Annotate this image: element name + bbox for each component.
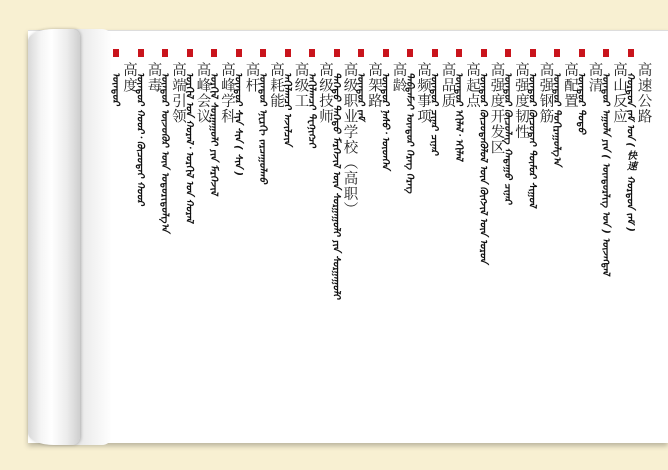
entry-gloss: ᠠᠬᠢᠯᠠᠭᠴᠢ ᠠᠵᠢᠯᠴᠢᠨ xyxy=(281,72,293,146)
entry-column xyxy=(233,62,259,176)
entry-term: 高龄 xyxy=(390,62,407,93)
glossary-entry xyxy=(477,0,505,470)
entry-column xyxy=(380,62,406,169)
entry-term: 高杆 xyxy=(243,62,260,93)
entry-column xyxy=(502,62,528,204)
glossary-entry xyxy=(183,0,211,470)
entry-column xyxy=(257,62,283,183)
entry-bullet-icon xyxy=(260,49,266,57)
entry-bullet-icon xyxy=(383,49,389,57)
entry-gloss: ᠥᠨᠳᠥᠷ ᠬᠦᠴᠦᠯᠡᠭ ᠬᠠᠲᠠᠭᠤ ᠴᠢᠨᠠᠷ xyxy=(502,72,513,204)
entry-gloss: ᠥᠨᠳᠥᠷ ᠬᠣᠣᠷ᠂ ᠬᠦᠴᠦᠲᠡᠢ ᠬᠣᠣᠷ xyxy=(134,72,146,206)
glossary-entry xyxy=(600,0,627,470)
glossary-entry xyxy=(232,0,260,470)
entry-gloss: ᠥᠨᠳᠥᠷ ᠵᠠᠮ xyxy=(355,72,366,121)
glossary-entry xyxy=(208,0,235,470)
glossary-entry xyxy=(355,0,382,470)
entry-term: 高级工 xyxy=(292,62,309,109)
entry-term: 高耗能 xyxy=(268,62,284,109)
entry-column xyxy=(282,62,308,145)
entry-gloss: ᠥᠨᠳᠥᠷ xyxy=(110,72,121,106)
glossary-entry xyxy=(575,0,603,470)
glossary-entry xyxy=(159,0,186,470)
entry-bullet-icon xyxy=(432,49,438,57)
entry-column xyxy=(527,62,553,207)
entry-term: 高山反应 xyxy=(611,62,627,124)
entry-gloss: ᠥᠨᠳᠥᠷ ᠲᠣᠳᠣ xyxy=(575,72,587,134)
entry-term: 高度 xyxy=(121,62,137,93)
entry-gloss: ᠳᠠᠪᠲᠠᠮᠵᠢ ᠥᠨᠳᠥᠷ ᠬᠡᠷᠡᠭ ᠬᠡᠷᠡᠭ xyxy=(404,72,415,194)
entry-column xyxy=(208,62,234,195)
glossary-entry xyxy=(453,0,480,470)
entry-gloss: ᠥᠨᠳᠥᠷ ᠠᠭᠤᠯᠠ ᠶᠢᠨ ( ᠥᠨᠳᠥᠷᠯᠢᠭ ᠤᠨ ) ᠦᠵᠡᠭᠳᠡᠯ xyxy=(600,72,611,276)
entry-column xyxy=(551,62,577,166)
entry-gloss: ᠥᠨᠳᠥᠷ ᠦᠵᠦᠭᠦᠷ ᠦᠨ ᠤᠳᠤᠷᠢᠳᠤᠯᠭ᠎ᠠ xyxy=(159,72,170,233)
entry-term: 高频事项 xyxy=(415,62,431,124)
entry-gloss: ᠥᠨᠳᠥᠷ ᠡᠬᠢᠯᠡᠯ᠂ ᠡᠬᠢᠯᠡᠯ xyxy=(453,72,464,161)
entry-term: 高清 xyxy=(586,62,603,93)
entry-gloss: ᠥᠨᠳᠥᠷ ᠴᠢᠨᠠᠷ ᠴᠢᠨᠠᠷ xyxy=(428,72,440,155)
entry-term: 高品质 xyxy=(439,62,456,109)
entry-term: 高起点 xyxy=(464,62,480,109)
glossary-entry xyxy=(428,0,456,470)
entry-bullet-icon xyxy=(628,49,634,57)
entry-bullet-icon xyxy=(407,49,413,57)
entry-bullet-icon xyxy=(481,49,487,57)
entry-bullet-icon xyxy=(187,49,193,57)
scroll-roll xyxy=(28,29,80,445)
entry-bullet-icon xyxy=(309,49,315,57)
entry-column xyxy=(331,62,357,299)
entry-bullet-icon xyxy=(456,49,462,57)
entry-gloss: ᠬᠤᠷᠳᠤᠨ ᠵᠠᠮ ᠤᠨ ( 快速 ᠬᠤᠷᠳᠤᠨ ᠵᠠᠮ ) xyxy=(624,72,636,232)
entry-bullet-icon xyxy=(334,49,340,57)
glossary-entry xyxy=(306,0,333,470)
glossary-entry xyxy=(110,0,137,470)
entry-bullet-icon xyxy=(505,49,511,57)
entry-column xyxy=(453,62,479,160)
entry-bullet-icon xyxy=(554,49,560,57)
entry-term: 高强钢筋 xyxy=(537,62,554,124)
entry-column xyxy=(110,62,136,105)
glossary-entry xyxy=(404,0,431,470)
entry-bullet-icon xyxy=(113,49,119,57)
entry-term: 高强度开发区 xyxy=(488,62,505,155)
entry-column xyxy=(135,62,161,205)
entry-column xyxy=(478,62,504,263)
entry-bullet-icon xyxy=(285,49,291,57)
entry-bullet-icon xyxy=(358,49,364,57)
glossary-entry xyxy=(624,0,652,470)
entry-column xyxy=(159,62,185,232)
entry-bullet-icon xyxy=(603,49,609,57)
entry-gloss: ᠠᠬᠢᠯᠠᠭᠴᠢ ᠲᠧᠬᠨᠢᠭᠴᠢ xyxy=(306,72,317,148)
glossary-entry xyxy=(551,0,578,470)
entry-term: 高峰会议 xyxy=(194,62,211,124)
glossary-entry xyxy=(134,0,162,470)
entry-gloss: ᠣᠷᠭᠢᠯ ᠰᠤᠷᠭᠠᠭᠤᠯᠢ ᠶᠢᠨ ᠮᠡᠷᠭᠡᠵᠢᠯ xyxy=(208,72,219,195)
entry-gloss: ᠥᠨᠳᠥᠷ ᠰᠢᠨ ᠰᠢᠨ ( ᠰᠢᠨ ) xyxy=(232,72,244,176)
glossary-entry xyxy=(379,0,407,470)
entry-term: 高端引领 xyxy=(170,62,186,124)
entry-term: 高强度韧性 xyxy=(513,62,529,140)
entry-term: 高峰学科 xyxy=(219,62,235,124)
entry-bullet-icon xyxy=(211,49,217,57)
entry-column xyxy=(429,62,455,155)
entry-term: 高级职业学校（高职） xyxy=(341,62,358,217)
entry-column xyxy=(306,62,332,147)
entry-term: 高毒 xyxy=(145,62,162,93)
glossary-entry xyxy=(281,0,309,470)
glossary-entry xyxy=(526,0,554,470)
entry-column xyxy=(184,62,210,223)
entry-gloss: ᠥᠨᠳᠥᠷ ᠬᠦᠴᠦᠳᠡᠭᠦᠯᠦᠯ ᠦᠨ ᠬᠥᠭᠵᠢᠯ ᠦᠨ ᠣᠷᠣᠨ xyxy=(477,72,489,264)
entry-gloss: ᠣᠷᠭᠢᠯ ᠤᠨ ᠬᠤᠷᠠᠯ᠂ ᠣᠷᠭᠢᠯ ᠤᠨ ᠬᠤᠷᠠᠯ xyxy=(183,72,195,223)
entry-bullet-icon xyxy=(236,49,242,57)
entry-gloss: ᠥᠨᠳᠥᠷ ᠬᠦᠴᠦᠲᠡᠢ ᠲᠥᠮᠥᠷ ᠰᠢᠭᠤᠯ xyxy=(526,72,538,208)
glossary-entry xyxy=(502,0,529,470)
entry-term: 高配置 xyxy=(562,62,578,109)
entry-bullet-icon xyxy=(138,49,144,57)
entry-column xyxy=(600,62,626,275)
entry-column xyxy=(625,62,651,232)
entry-gloss: ᠥᠨᠳᠥᠷ ᠲᠣᠬᠢᠷᠠᠭᠤᠯᠭ᠎ᠠ xyxy=(551,72,562,166)
entry-gloss: ᠥᠨᠳᠥᠷ ᠡᠨᠧᠷᠭᠢ ᠵᠠᠷᠴᠠᠭᠤᠯᠬᠤ xyxy=(257,72,268,184)
entry-gloss: ᠥᠨᠳᠥᠷ ᠨᠠᠰᠤ᠂ ᠥᠳᠬᠡᠨ xyxy=(379,72,391,170)
entry-column xyxy=(404,62,430,193)
glossary-entry xyxy=(257,0,284,470)
entry-gloss: ᠳᠡᠭᠡᠳᠦ ᠳᠡᠭᠡᠳᠦ ᠮᠡᠷᠭᠡᠵᠢᠯ ᠦᠨ ᠰᠤᠷᠭᠠᠭᠤᠯᠢ ᠶᠢᠨ ᠰᠤᠷᠭᠠᠭᠤᠯᠢ xyxy=(330,72,342,299)
entry-bullet-icon xyxy=(162,49,168,57)
entry-bullet-icon xyxy=(579,49,585,57)
entry-term: 高级技师 xyxy=(317,62,333,124)
glossary-entry xyxy=(330,0,358,470)
entry-bullet-icon xyxy=(530,49,536,57)
entry-column xyxy=(576,62,602,134)
entry-term: 高速公路 xyxy=(635,62,652,124)
entry-term: 高架路 xyxy=(366,62,382,109)
entry-column xyxy=(355,62,381,120)
